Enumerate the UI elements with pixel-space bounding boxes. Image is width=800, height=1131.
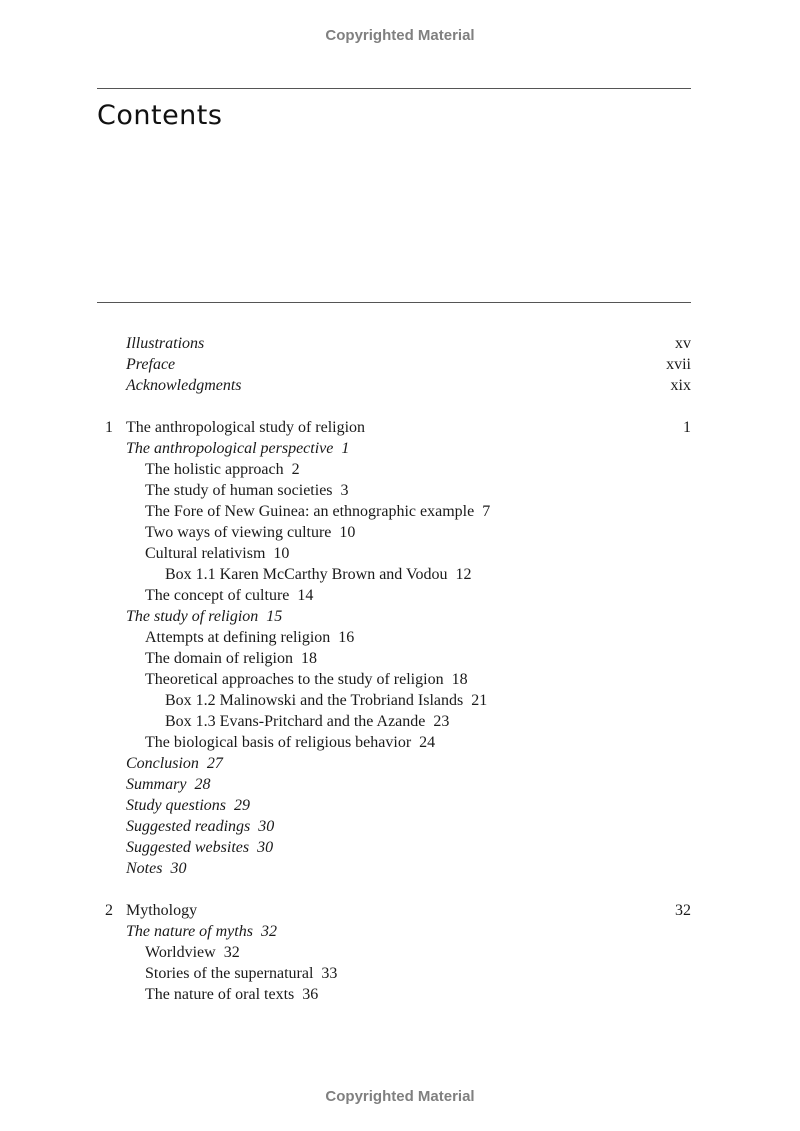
entry-title-wrap: [126, 417, 365, 438]
toc-entry: [0, 627, 800, 648]
toc-entry: [0, 942, 800, 963]
page-number: 12: [455, 566, 472, 583]
top-rule: [97, 88, 691, 89]
entry-title: Summary: [126, 776, 187, 793]
toc-entry: [0, 690, 800, 711]
page-number: 30: [170, 860, 187, 877]
entry-title: Box 1.2 Malinowski and the Trobriand Islands: [165, 692, 464, 709]
copyright-watermark-top: Copyrighted Material: [325, 27, 475, 44]
entry-title: Study questions: [126, 797, 226, 814]
page-number: 28: [194, 776, 211, 793]
page-number: 10: [273, 545, 290, 562]
entry-title: The Fore of New Guinea: an ethnographic example: [145, 503, 475, 520]
page-number: 27: [206, 755, 223, 772]
entry-title-wrap: [145, 585, 313, 606]
toc-entry: [0, 438, 800, 459]
entry-title-wrap: [126, 375, 242, 396]
copyright-watermark-bottom: Copyrighted Material: [325, 1088, 475, 1105]
entry-title: Attempts at defining religion: [145, 629, 331, 646]
toc-chapter: [0, 417, 800, 438]
entry-title-wrap: [145, 480, 349, 501]
page-number: 23: [433, 713, 450, 730]
toc-entry: [0, 354, 800, 375]
toc-entry: [0, 501, 800, 522]
entry-title: The biological basis of religious behavior: [145, 734, 412, 751]
toc-entry: [0, 648, 800, 669]
page-number: 24: [419, 734, 436, 751]
entry-title-wrap: [145, 543, 289, 564]
page-number: 10: [339, 524, 356, 541]
table-of-contents: [0, 333, 800, 1005]
entry-title-wrap: [145, 732, 435, 753]
entry-title-wrap: [145, 522, 355, 543]
page-number: 30: [258, 818, 275, 835]
entry-title-wrap: [145, 984, 318, 1005]
entry-title-wrap: [145, 501, 490, 522]
toc-entry: [0, 564, 800, 585]
entry-title: Cultural relativism: [145, 545, 266, 562]
entry-title: The nature of oral texts: [145, 986, 295, 1003]
entry-title: The anthropological study of religion: [126, 419, 366, 436]
page-number: xvii: [666, 356, 691, 373]
page-number: 1: [341, 440, 350, 457]
toc-entry: [0, 837, 800, 858]
entry-title-wrap: [145, 459, 300, 480]
page-number: 21: [471, 692, 488, 709]
toc-entry: [0, 774, 800, 795]
entry-title-wrap: [165, 711, 449, 732]
page-number: 32: [260, 923, 277, 940]
contents-rule: [97, 302, 691, 303]
entry-title: Suggested websites: [126, 839, 250, 856]
entry-title-wrap: [126, 774, 210, 795]
entry-title-wrap: [145, 669, 468, 690]
page-number: 16: [338, 629, 355, 646]
page-number: 15: [266, 608, 283, 625]
entry-title: The anthropological perspective: [126, 440, 334, 457]
page-number: xv: [675, 335, 691, 352]
toc-entry: [0, 333, 800, 354]
entry-title-wrap: [165, 690, 487, 711]
entry-title-wrap: [145, 627, 354, 648]
chapter-number: 2: [105, 902, 113, 919]
entry-title-wrap: [126, 837, 273, 858]
page-number: 14: [297, 587, 314, 604]
entry-title-wrap: [145, 648, 317, 669]
entry-title: Box 1.3 Evans-Pritchard and the Azande: [165, 713, 426, 730]
toc-entry: [0, 816, 800, 837]
entry-title: Conclusion: [126, 755, 199, 772]
toc-entry: [0, 921, 800, 942]
entry-title: Notes: [126, 860, 163, 877]
toc-entry: [0, 795, 800, 816]
entry-title: Worldview: [145, 944, 216, 961]
toc-entry: [0, 480, 800, 501]
entry-title: The domain of religion: [145, 650, 293, 667]
toc-entry: [0, 585, 800, 606]
entry-title: Preface: [126, 356, 176, 373]
entry-title: Two ways of viewing culture: [145, 524, 332, 541]
entry-title: The nature of myths: [126, 923, 253, 940]
page-number: 18: [451, 671, 468, 688]
entry-title: Mythology: [126, 902, 198, 919]
entry-title: Suggested readings: [126, 818, 251, 835]
page-number: 7: [482, 503, 491, 520]
toc-entry: [0, 732, 800, 753]
page-number: 3: [340, 482, 349, 499]
toc-chapter: [0, 900, 800, 921]
toc-entry: [0, 459, 800, 480]
entry-title-wrap: [126, 354, 175, 375]
page-title: Contents: [97, 100, 223, 131]
toc-entry: [0, 543, 800, 564]
page-number: 30: [257, 839, 274, 856]
entry-title-wrap: [126, 753, 223, 774]
toc-entry: [0, 858, 800, 879]
entry-title-wrap: [126, 606, 282, 627]
toc-entry: [0, 375, 800, 396]
page-number: 36: [302, 986, 319, 1003]
entry-title-wrap: [126, 333, 204, 354]
entry-title-wrap: [126, 921, 277, 942]
page-number: 32: [223, 944, 240, 961]
toc-entry: [0, 522, 800, 543]
page-number: 32: [675, 902, 691, 919]
entry-title: Theoretical approaches to the study of religion: [145, 671, 444, 688]
entry-title: Acknowledgments: [126, 377, 242, 394]
entry-title: Box 1.1 Karen McCarthy Brown and Vodou: [165, 566, 448, 583]
entry-title-wrap: [126, 438, 349, 459]
entry-title: The concept of culture: [145, 587, 290, 604]
toc-entry: [0, 753, 800, 774]
entry-title: Stories of the supernatural: [145, 965, 314, 982]
entry-title: The study of religion: [126, 608, 259, 625]
page-number: xix: [670, 377, 691, 394]
entry-title-wrap: [165, 564, 472, 585]
toc-entry: [0, 711, 800, 732]
entry-title: Illustrations: [126, 335, 205, 352]
entry-title-wrap: [145, 942, 240, 963]
page-number: 2: [291, 461, 300, 478]
toc-entry: [0, 984, 800, 1005]
page-number: 33: [321, 965, 338, 982]
page-number: 18: [300, 650, 317, 667]
entry-title-wrap: [145, 963, 337, 984]
toc-entry: [0, 669, 800, 690]
entry-title-wrap: [126, 816, 274, 837]
toc-entry: [0, 963, 800, 984]
page-number: 29: [234, 797, 250, 814]
entry-title-wrap: [126, 858, 186, 879]
page-number: 1: [683, 419, 691, 436]
chapter-number: 1: [105, 419, 113, 436]
toc-entry: [0, 606, 800, 627]
entry-title-wrap: [126, 795, 250, 816]
entry-title: The study of human societies: [145, 482, 333, 499]
entry-title-wrap: [126, 900, 197, 921]
entry-title: The holistic approach: [145, 461, 284, 478]
